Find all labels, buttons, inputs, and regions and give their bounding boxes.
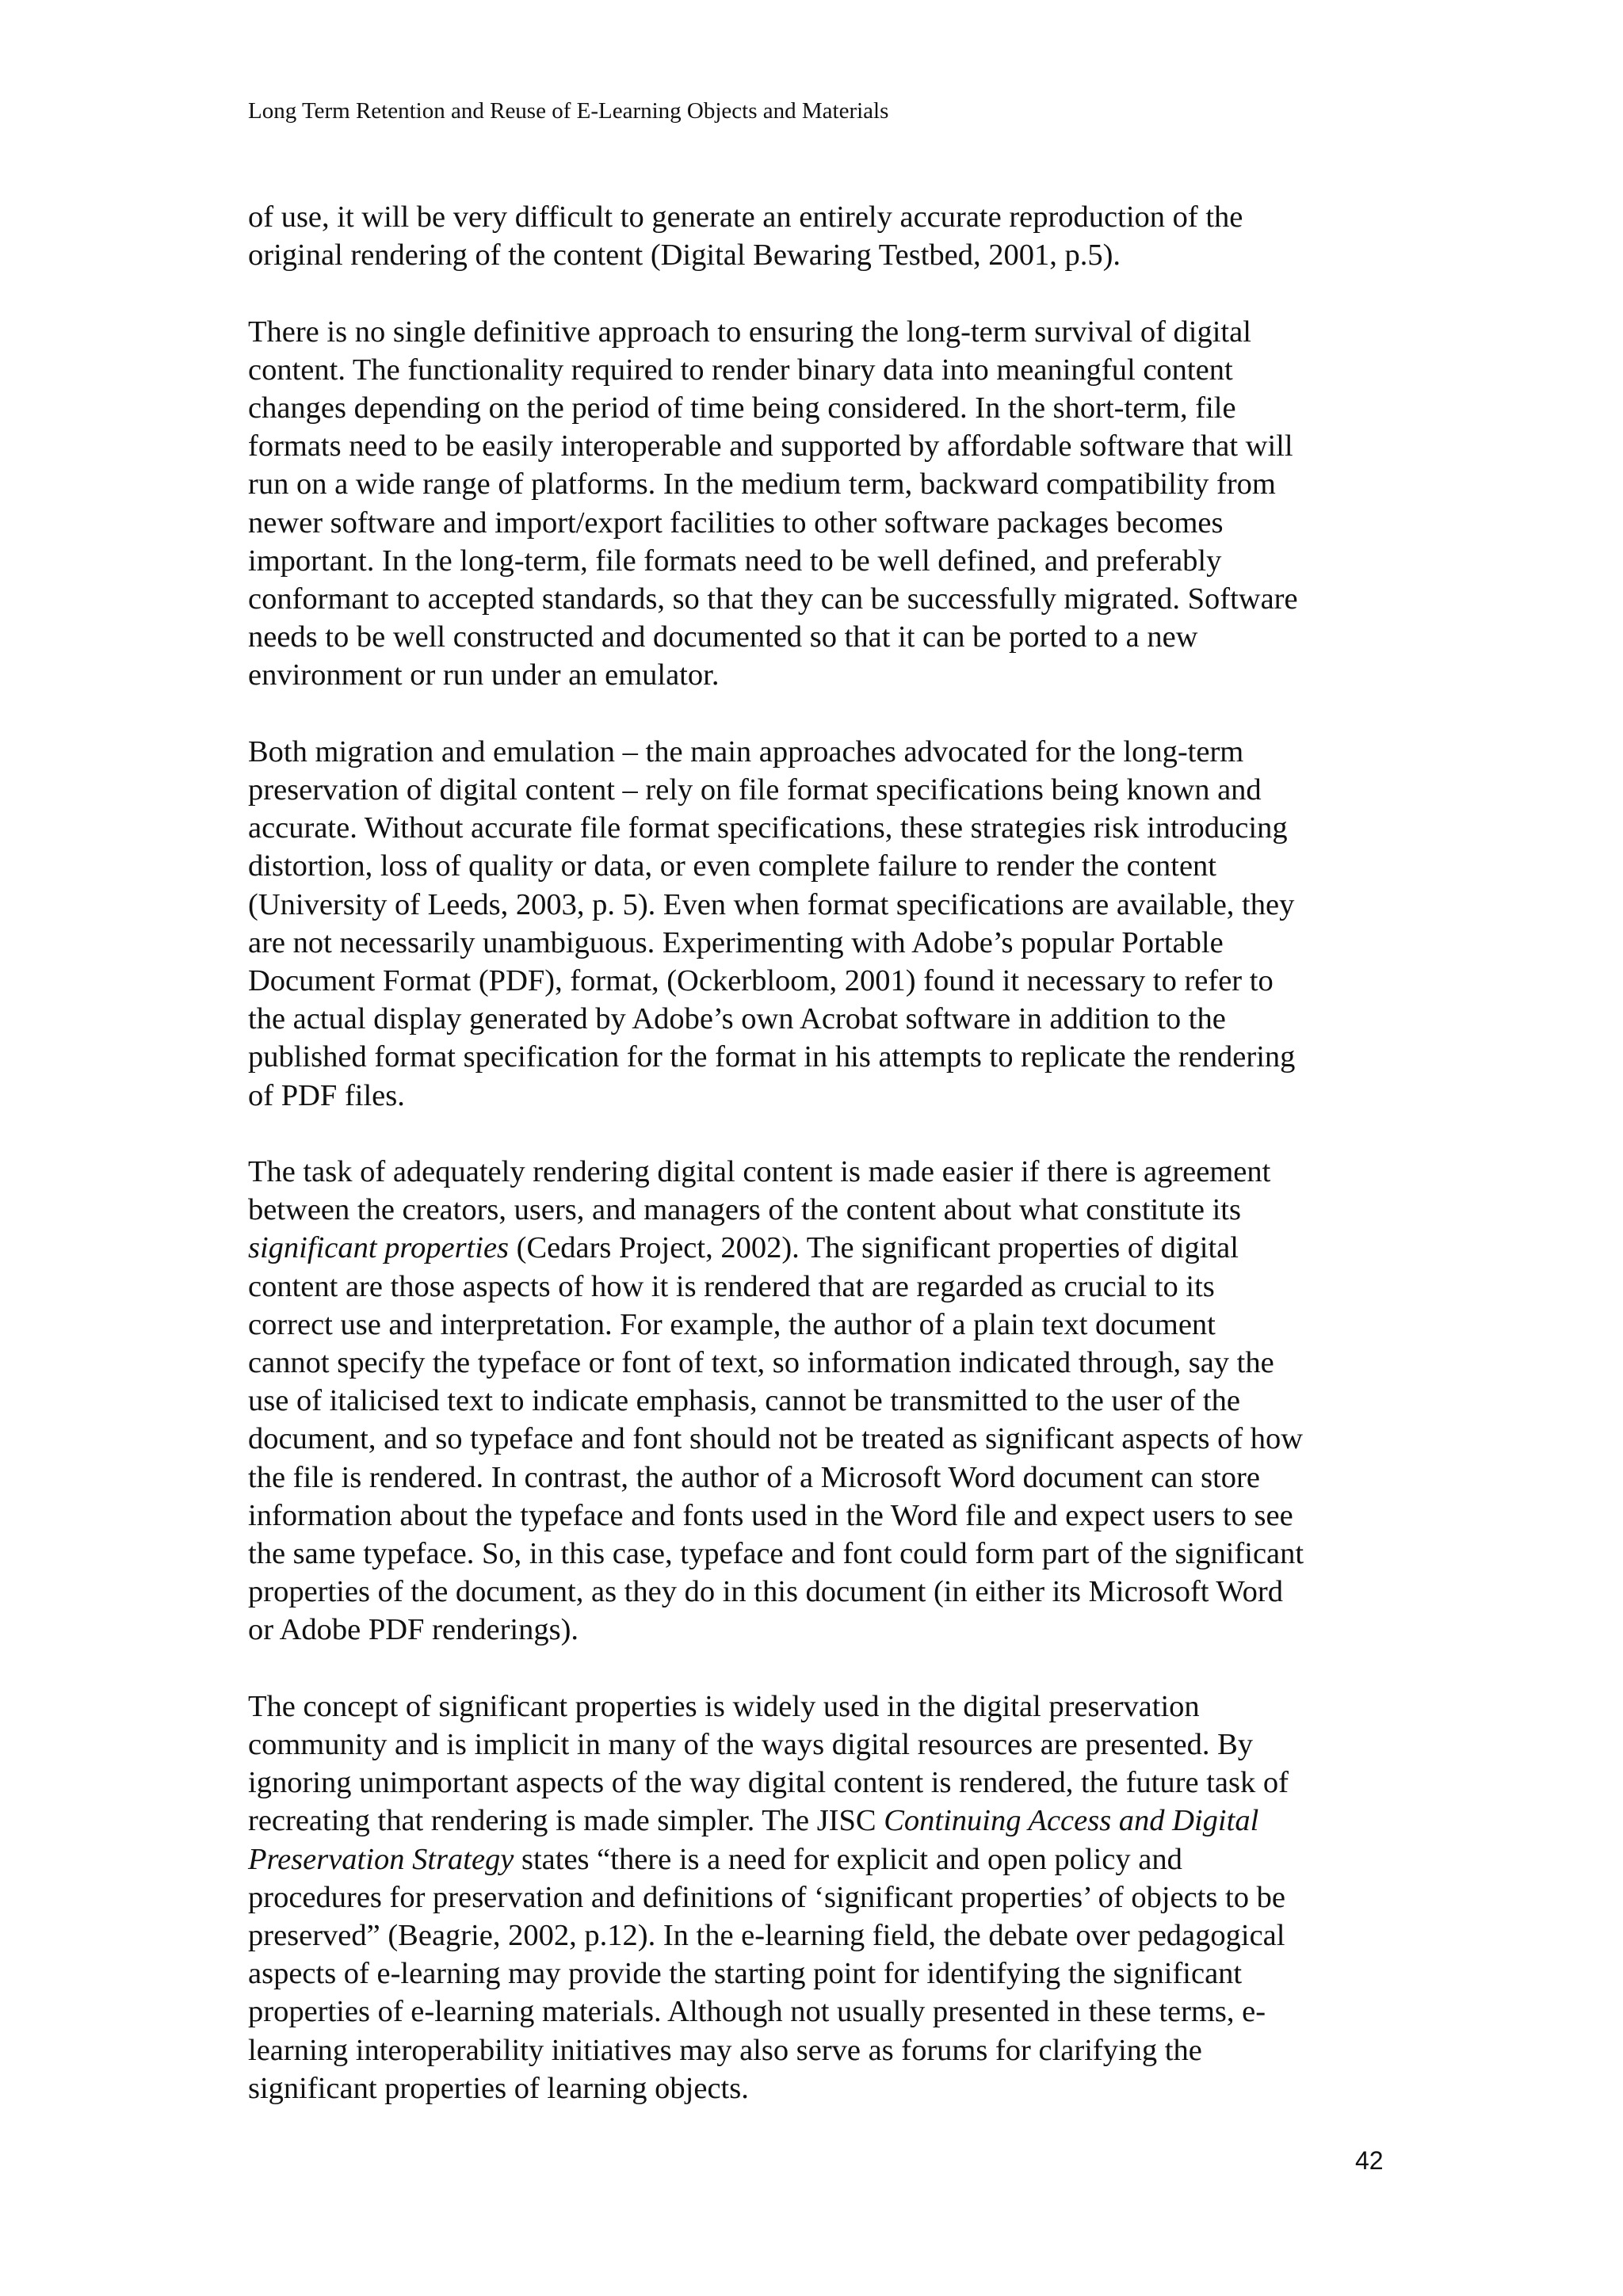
text-line: properties of e-learning materials. Although not usually presented in these terms, e- [248, 1995, 1266, 2029]
paragraph-2 [248, 313, 1397, 695]
text-line: newer software and import/export facilities to other software packages becomes [248, 505, 1224, 540]
text-line-mixed [248, 1229, 1397, 1267]
text-line: important. In the long-term, file formats need to be well defined, and preferably [248, 543, 1222, 578]
text-line: accurate. Without accurate file format specifications, these strategies risk introducing [248, 811, 1288, 845]
text-line: of PDF files. [248, 1078, 405, 1112]
text-line: distortion, loss of quality or data, or even complete failure to render the content [248, 849, 1216, 883]
paragraph-3 [248, 733, 1397, 1115]
text-line: Both migration and emulation – the main approaches advocated for the long-term [248, 734, 1244, 769]
paragraph-4 [248, 1153, 1397, 1650]
paragraph-5 [248, 1688, 1397, 2107]
text-line: formats need to be easily interoperable and supported by affordable software that will [248, 429, 1293, 463]
text-line: significant properties of learning objects. [248, 2071, 749, 2105]
text-line: content are those aspects of how it is rendered that are regarded as crucial to its [248, 1269, 1215, 1303]
text-line: preservation of digital content – rely on file format specifications being known and [248, 773, 1262, 807]
page-number: 42 [1355, 2146, 1384, 2175]
italic-title-preservation-strategy: Preservation Strategy [248, 1842, 514, 1876]
text-line: content. The functionality required to render binary data into meaningful content [248, 353, 1233, 387]
text-line: information about the typeface and fonts used in the Word file and expect users to see [248, 1498, 1293, 1532]
text-line: changes depending on the period of time being considered. In the short-term, file [248, 391, 1236, 425]
text-line: learning interoperability initiatives may also serve as forums for clarifying the [248, 2033, 1202, 2067]
text-line: cannot specify the typeface or font of text, so information indicated through, say the [248, 1346, 1274, 1380]
text-line: document, and so typeface and font should not be treated as significant aspects of how [248, 1422, 1304, 1456]
text-line: are not necessarily unambiguous. Experimenting with Adobe’s popular Portable [248, 925, 1224, 959]
text-line: The task of adequately rendering digital content is made easier if there is agreement [248, 1155, 1271, 1189]
text-line: the same typeface. So, in this case, typeface and font could form part of the significant [248, 1537, 1304, 1571]
text-line: correct use and interpretation. For example, the author of a plain text document [248, 1307, 1216, 1341]
text-line: (University of Leeds, 2003, p. 5). Even when format specifications are available, they [248, 887, 1295, 921]
text-line: environment or run under an emulator. [248, 658, 720, 692]
text-line: between the creators, users, and managers of the content about what constitute its [248, 1193, 1241, 1227]
text-line: use of italicised text to indicate emphasis, cannot be transmitted to the user of the [248, 1384, 1240, 1418]
italic-title-continuing-access: Continuing Access and Digital [884, 1804, 1259, 1838]
text-line: published format specification for the format in his attempts to replicate the rendering [248, 1040, 1296, 1074]
paragraph-1 [248, 198, 1397, 274]
italic-term-significant-properties: significant properties [248, 1231, 510, 1265]
text-line: The concept of significant properties is widely used in the digital preservation [248, 1689, 1200, 1723]
text-line-mixed [248, 1840, 1397, 1878]
text-line: or Adobe PDF renderings). [248, 1613, 579, 1647]
running-header: Long Term Retention and Reuse of E-Learning Objects and Materials [248, 98, 889, 124]
text-line: the file is rendered. In contrast, the author of a Microsoft Word document can store [248, 1460, 1260, 1494]
text-line: needs to be well constructed and documented so that it can be ported to a new [248, 620, 1198, 654]
text-line: original rendering of the content (Digital Bewaring Testbed, 2001, p.5). [248, 238, 1121, 273]
text-line: procedures for preservation and definitions of ‘significant properties’ of objects to be [248, 1880, 1285, 1914]
text-run: (Cedars Project, 2002). The significant properties of digital [509, 1231, 1239, 1265]
text-line: conformant to accepted standards, so that they can be successfully migrated. Software [248, 582, 1298, 616]
text-line: properties of the document, as they do in this document (in either its Microsoft Word [248, 1575, 1283, 1609]
text-line: of use, it will be very difficult to generate an entirely accurate reproduction of the [248, 200, 1243, 234]
text-line: There is no single definitive approach to ensuring the long-term survival of digital [248, 315, 1251, 349]
text-run: states “there is a need for explicit and open policy and [514, 1842, 1182, 1876]
text-line-mixed [248, 1802, 1397, 1840]
text-line: ignoring unimportant aspects of the way digital content is rendered, the future task of [248, 1766, 1289, 1800]
text-line: the actual display generated by Adobe’s own Acrobat software in addition to the [248, 1002, 1226, 1036]
text-line: Document Format (PDF), format, (Ockerbloom, 2001) found it necessary to refer to [248, 964, 1274, 998]
body-text [248, 198, 1397, 2145]
text-line: run on a wide range of platforms. In the medium term, backward compatibility from [248, 467, 1276, 502]
text-run: recreating that rendering is made simpler. The JISC [248, 1804, 884, 1838]
text-line: aspects of e-learning may provide the starting point for identifying the significant [248, 1957, 1243, 1991]
text-line: community and is implicit in many of the ways digital resources are presented. By [248, 1728, 1254, 1762]
text-line: preserved” (Beagrie, 2002, p.12). In the e-learning field, the debate over pedagogical [248, 1919, 1285, 1953]
